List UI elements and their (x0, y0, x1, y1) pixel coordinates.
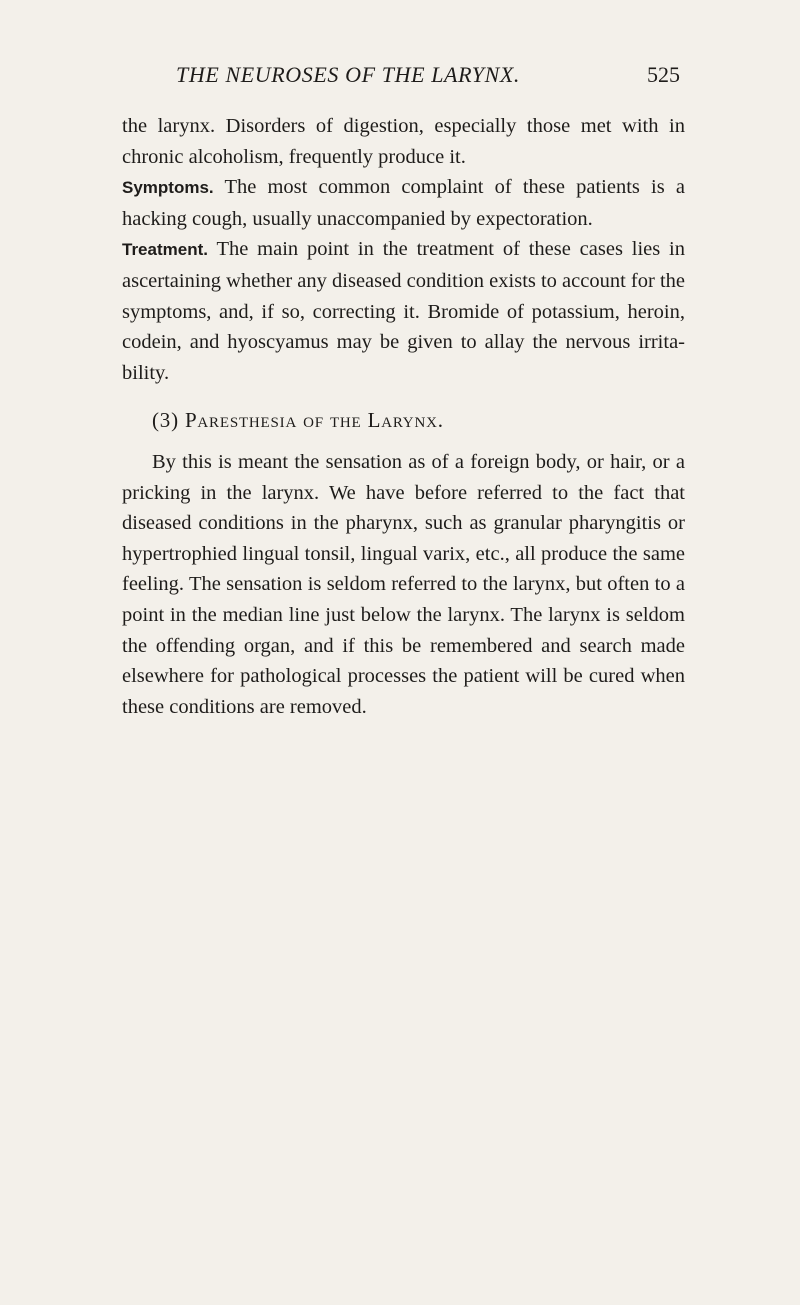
paragraph-treatment (122, 234, 685, 388)
body-text (122, 111, 685, 722)
paragraph-continuation: the larynx. Disorders of digestion, especially those met with in chronic alcoholism, frequently produce it. (122, 115, 685, 168)
page-number: 525 (647, 62, 680, 87)
symptoms-label: Symptoms. (122, 178, 214, 198)
treatment-label: Treatment. (122, 240, 208, 260)
treatment-text: The main point in the treatment of these cases lies in ascertaining whether any diseased condition exists to account for the symptoms, and, if so, correcting it. Bromide of potassium, heroin, codein, and hyoscyamus may be given to allay the nervous irritability. (122, 238, 685, 384)
section-title: Paresthesia of the Larynx. (184, 408, 444, 433)
symptoms-text: The most common complaint of these patients is a hacking cough, usually unaccompanied by expectoration. (122, 176, 685, 230)
section-number: (3) (152, 408, 185, 433)
section-heading (152, 405, 685, 436)
paragraph-symptoms (122, 172, 685, 234)
running-title: THE NEUROSES OF THE LARYNX. (176, 62, 520, 87)
paragraph-paresthesia: By this is meant the sensation as of a foreign body, or hair, or a pricking in the larynx. We have before referred to the fact that diseased conditions in the pharynx, such as granular pharyngitis or hypertrophied lingual tonsil, lingual varix, etc., all produce the same feeling. The sensation is seldom referred to the larynx, but often to a point in the median line just below the larynx. The larynx is seldom the offending organ, and if this be remembered and search made elsewhere for pathological processes the patient will be cured when these conditions are removed. (122, 450, 685, 718)
running-head (150, 62, 680, 92)
